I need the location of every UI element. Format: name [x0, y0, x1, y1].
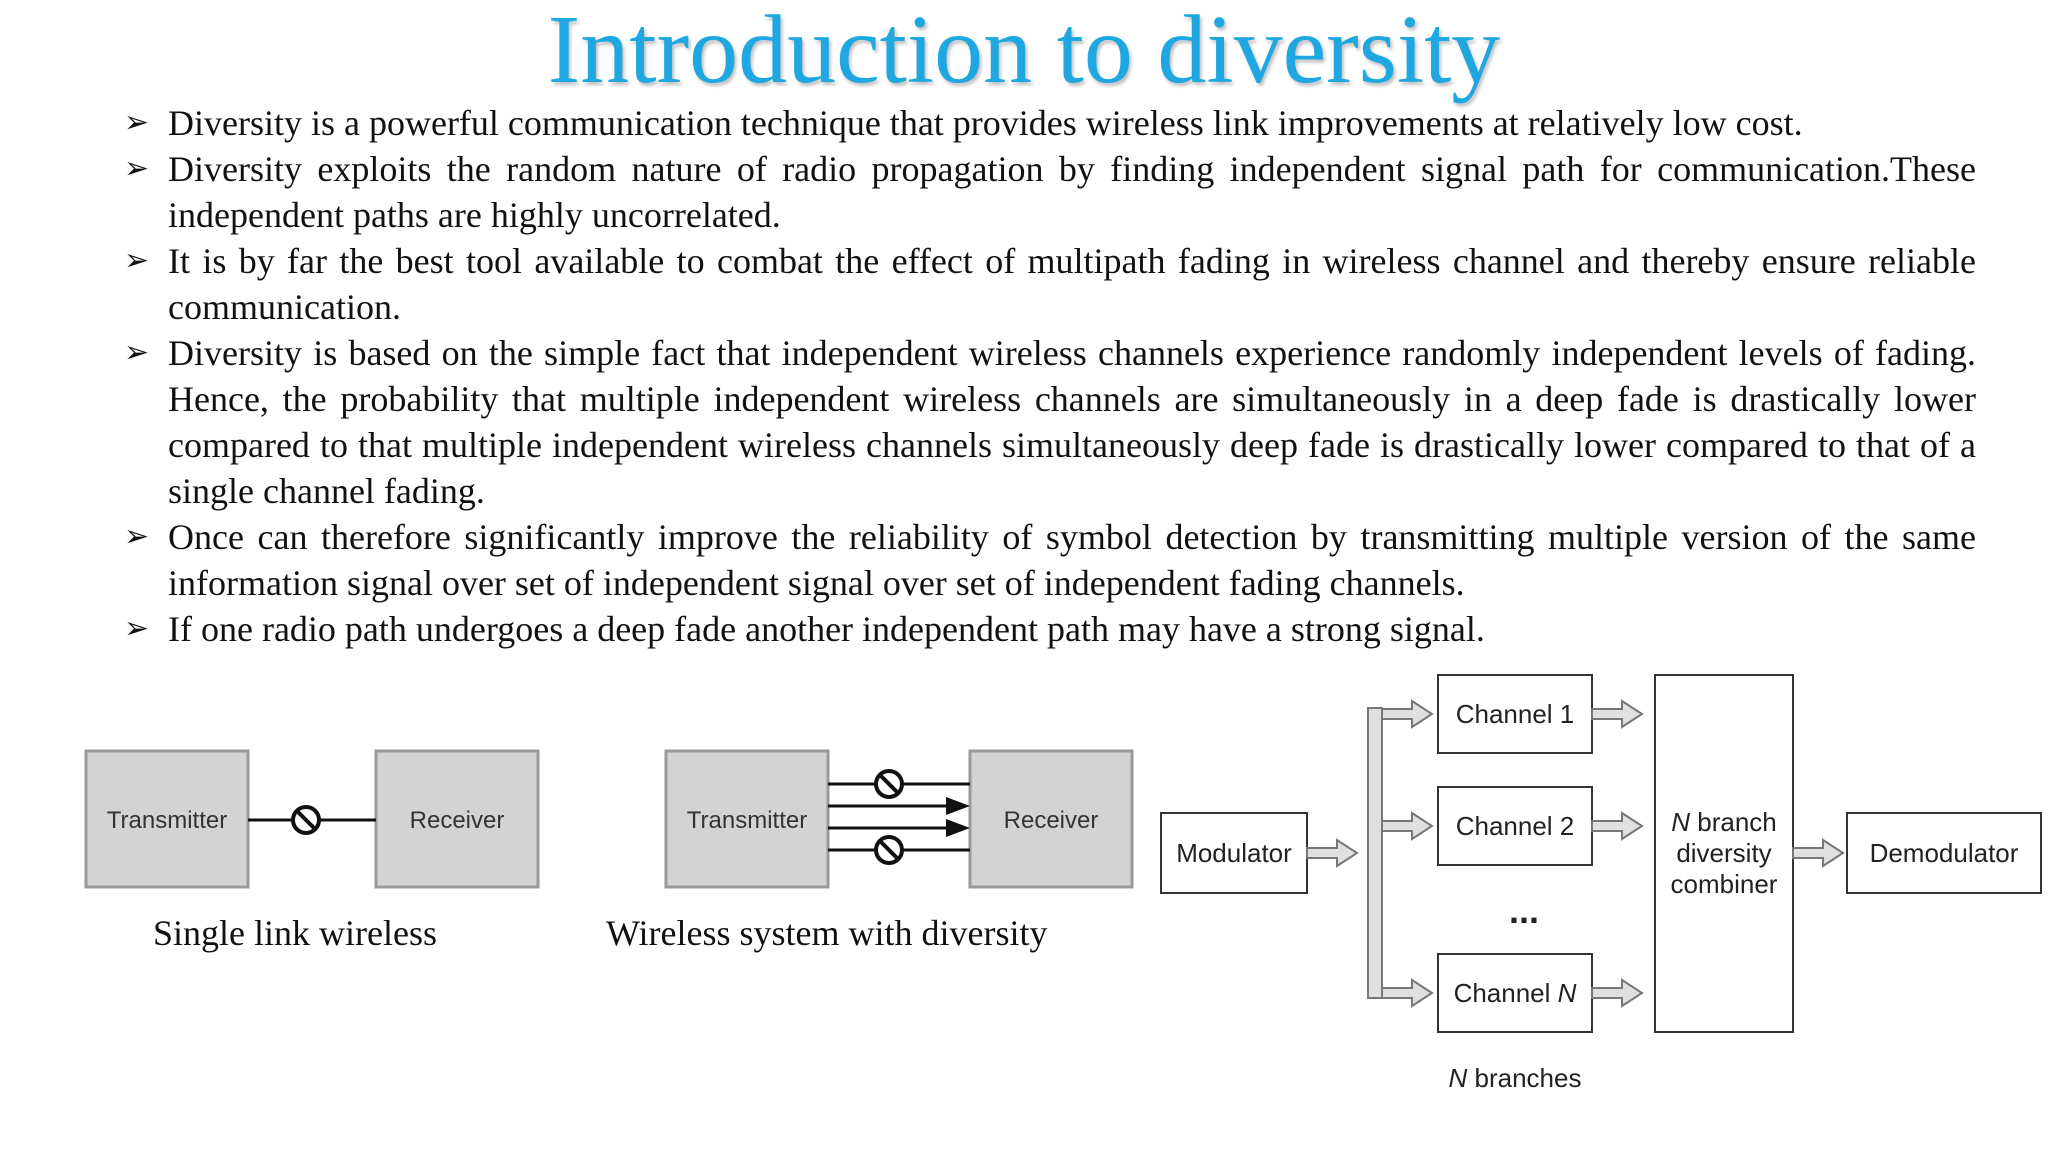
diversity-link-diagram	[660, 745, 1140, 895]
bullet-text: It is by far the best tool available to combat the effect of multipath fading in wireless channel and thereby ensure reliable communication.	[168, 241, 1976, 327]
transmitter-label: Transmitter	[686, 807, 808, 834]
bullet-item	[118, 238, 1976, 330]
flow-arrow-icon	[1382, 980, 1432, 1006]
demodulator-label: Demodulator	[1869, 838, 2019, 868]
bullet-item	[118, 330, 1976, 514]
arrowhead-bullet-icon: ➢	[124, 519, 150, 554]
branches-label: N branches	[1448, 1063, 1582, 1093]
arrowhead-bullet-icon: ➢	[124, 611, 150, 646]
arrowhead-bullet-icon: ➢	[124, 243, 150, 278]
blocked-link-icon	[293, 807, 319, 833]
blocked-link-icon	[876, 771, 902, 797]
modulator-label: Modulator	[1176, 838, 1292, 868]
flow-arrow-icon	[1592, 980, 1642, 1006]
bullet-text: Diversity is based on the simple fact that independent wireless channels experience randomly independent levels of fading. Hence, the probability that multiple independent wireless channels are simultaneously in a deep fade is drastically lower compared to that multiple independent wireless channels simultaneously deep fade is drastically lower compared to that of a single channel fading.	[168, 333, 1976, 511]
bullet-text: If one radio path undergoes a deep fade another independent path may have a strong signal.	[168, 609, 1485, 649]
channel-n-label: Channel N	[1453, 978, 1577, 1008]
channel-2-label: Channel 2	[1455, 811, 1575, 841]
bullet-item	[118, 146, 1976, 238]
arrowhead-icon	[946, 797, 970, 815]
slide-title: Introduction to diversity	[547, 0, 1501, 104]
bullet-item	[118, 606, 1976, 652]
arrowhead-bullet-icon: ➢	[124, 335, 150, 370]
channel-1-label: Channel 1	[1455, 699, 1575, 729]
transmitter-label: Transmitter	[106, 807, 228, 834]
arrowhead-bullet-icon: ➢	[124, 151, 150, 186]
splitter-bus	[1368, 708, 1382, 998]
blocked-link-icon	[876, 837, 902, 863]
arrowhead-bullet-icon: ➢	[124, 105, 150, 140]
single-link-diagram	[80, 745, 550, 895]
receiver-label: Receiver	[1003, 807, 1099, 834]
combiner-label-line3: combiner	[1670, 869, 1778, 899]
bullet-text: Diversity exploits the random nature of radio propagation by finding independent signal path for communication.These independent paths are highly uncorrelated.	[168, 149, 1976, 235]
bullet-list	[118, 100, 1976, 652]
bullet-text: Once can therefore significantly improve the reliability of symbol detection by transmitting multiple version of the same information signal over set of independent signal over set of independent fading channels.	[168, 517, 1976, 603]
flow-arrow-icon	[1382, 813, 1432, 839]
combiner-label-line1: N branch	[1671, 807, 1777, 837]
channel-ellipsis: ...	[1508, 890, 1540, 931]
caption-diversity: Wireless system with diversity	[606, 913, 1048, 953]
caption-single-link: Single link wireless	[153, 913, 437, 953]
arrowhead-icon	[946, 819, 970, 837]
receiver-label: Receiver	[409, 807, 505, 834]
bullet-item	[118, 514, 1976, 606]
bullet-item	[118, 100, 1976, 146]
combiner-label-line2: diversity	[1676, 838, 1772, 868]
flow-arrow-icon	[1793, 840, 1843, 866]
flow-arrow-icon	[1382, 701, 1432, 727]
flow-arrow-icon	[1307, 840, 1357, 866]
flow-arrow-icon	[1592, 813, 1642, 839]
bullet-text: Diversity is a powerful communication technique that provides wireless link improvements at relatively low cost.	[168, 103, 1803, 143]
flow-arrow-icon	[1592, 701, 1642, 727]
branch-diversity-diagram	[1150, 665, 2046, 1100]
